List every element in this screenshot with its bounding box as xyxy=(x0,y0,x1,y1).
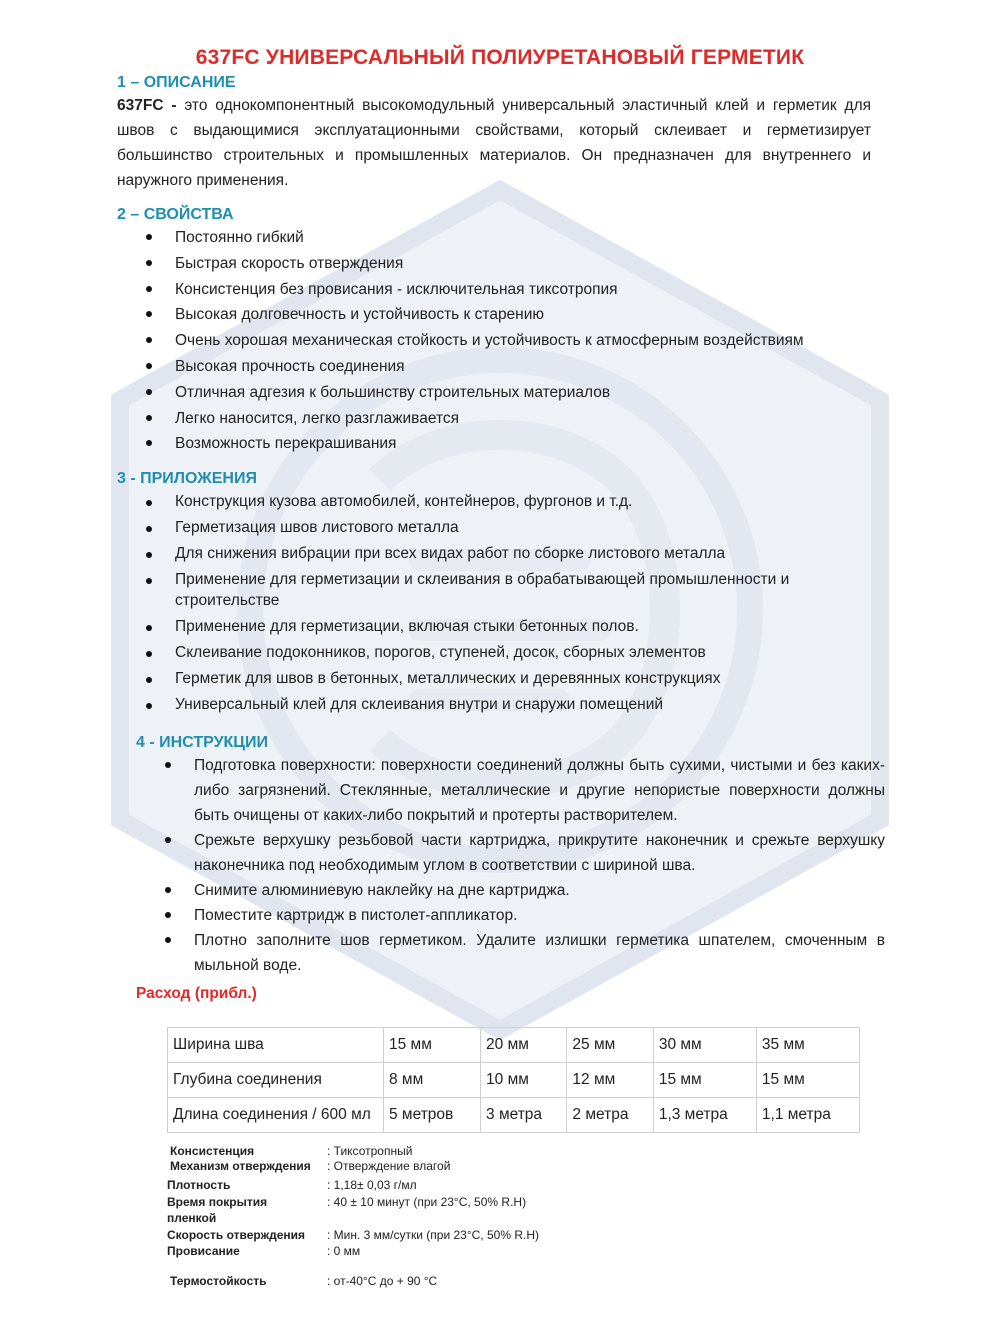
list-item-text: Универсальный клей для склеивания внутри и снаружи помещений xyxy=(175,696,664,713)
product-code: 637FC - xyxy=(117,97,177,114)
list-item xyxy=(175,354,895,380)
table-row xyxy=(168,1028,860,1063)
list-item xyxy=(194,878,885,903)
list-item xyxy=(194,753,885,828)
list-item-text: Отличная адгезия к большинству строительных материалов xyxy=(175,383,611,401)
applications-list xyxy=(175,491,855,720)
spec-value: : Отверждение влагой xyxy=(327,1159,451,1173)
bullet-icon xyxy=(146,311,152,317)
table-cell: 12 мм xyxy=(567,1063,653,1098)
list-item-text: Подготовка поверхности: поверхности соединений должны быть сухими, чистыми и без каких-либо загрязнений. Стеклянные, металлические и другие непористые поверхности должны быть очищены от каких-либо покрытий и протерты растворителем. xyxy=(194,757,885,824)
list-item-text: Применение для герметизации и склеивания в обрабатывающей промышленности и строительстве xyxy=(175,571,790,609)
bullet-icon xyxy=(165,837,171,843)
properties-list xyxy=(175,225,895,457)
bullet-icon xyxy=(146,363,152,369)
list-item-text: Снимите алюминиевую наклейку на дне картриджа. xyxy=(194,882,570,899)
spec-value: : от-40°C до + 90 °C xyxy=(327,1274,438,1288)
list-item-text: Герметик для швов в бетонных, металлических и деревянных конструкциях xyxy=(175,670,721,687)
bullet-icon xyxy=(146,552,152,558)
bullet-icon xyxy=(165,937,171,943)
list-item-text: Применение для герметизации, включая стыки бетонных полов. xyxy=(175,618,639,635)
spec-key: Механизм отверждения xyxy=(170,1159,311,1173)
bullet-icon xyxy=(146,337,152,343)
bullet-icon xyxy=(146,578,152,584)
table-cell: 15 мм xyxy=(653,1063,756,1098)
list-item-text: Легко наносится, легко разглаживается xyxy=(175,409,460,427)
list-item xyxy=(175,491,855,512)
table-cell: 15 мм xyxy=(384,1028,481,1063)
list-item-text: Высокая долговечность и устойчивость к старению xyxy=(175,306,545,324)
list-item xyxy=(175,616,855,637)
spec-key: Время покрытия пленкой xyxy=(167,1195,268,1225)
list-item xyxy=(175,328,895,354)
list-item xyxy=(175,302,895,328)
list-item-text: Консистенция без провисания - исключительная тиксотропия xyxy=(175,280,618,298)
table-cell-label: Глубина соединения xyxy=(168,1063,384,1098)
list-item xyxy=(194,903,885,928)
bullet-icon xyxy=(146,500,152,506)
table-cell: 20 мм xyxy=(481,1028,567,1063)
bullet-icon xyxy=(146,651,152,657)
spec-key: Провисание xyxy=(167,1244,240,1258)
spec-key: Плотность xyxy=(167,1178,231,1192)
list-item-text: Для снижения вибрации при всех видах работ по сборке листового металла xyxy=(175,545,726,562)
section-heading-instructions: 4 - ИНСТРУКЦИИ xyxy=(136,734,268,751)
table-cell: 1,1 метра xyxy=(756,1098,859,1133)
spec-value: : 40 ± 10 минут (при 23°C, 50% R.H) xyxy=(327,1195,527,1209)
list-item xyxy=(175,668,855,689)
section-heading-description: 1 – ОПИСАНИЕ xyxy=(117,74,236,91)
spec-value: : Тиксотропный xyxy=(327,1144,413,1158)
list-item xyxy=(175,543,855,564)
spec-value: : 0 мм xyxy=(327,1244,361,1258)
list-item xyxy=(175,569,855,611)
table-cell: 2 метра xyxy=(567,1098,653,1133)
spec-value: : 1,18± 0,03 г/мл xyxy=(327,1178,417,1192)
table-cell: 15 мм xyxy=(756,1063,859,1098)
bullet-icon xyxy=(165,762,171,768)
table-cell: 1,3 метра xyxy=(653,1098,756,1133)
bullet-icon xyxy=(146,260,152,266)
bullet-icon xyxy=(146,625,152,631)
list-item xyxy=(175,251,895,277)
page-title: 637FC УНИВЕРСАЛЬНЫЙ ПОЛИУРЕТАНОВЫЙ ГЕРМЕТИК xyxy=(195,46,805,69)
table-cell: 8 мм xyxy=(384,1063,481,1098)
spec-key: Термостойкость xyxy=(170,1274,267,1288)
table-cell: 25 мм xyxy=(567,1028,653,1063)
table-cell-label: Ширина шва xyxy=(168,1028,384,1063)
description-paragraph xyxy=(117,93,871,193)
table-cell: 5 метров xyxy=(384,1098,481,1133)
list-item xyxy=(175,694,855,715)
bullet-icon xyxy=(146,526,152,532)
list-item xyxy=(175,517,855,538)
list-item-text: Быстрая скорость отверждения xyxy=(175,254,404,272)
list-item xyxy=(194,828,885,878)
list-item-text: Возможность перекрашивания xyxy=(175,435,397,453)
list-item-text: Склеивание подоконников, порогов, ступеней, досок, сборных элементов xyxy=(175,644,706,661)
bullet-icon xyxy=(146,703,152,709)
table-cell: 3 метра xyxy=(481,1098,567,1133)
instructions-list xyxy=(194,753,885,978)
list-item xyxy=(175,431,895,457)
bullet-icon xyxy=(146,286,152,292)
list-item-text: Постоянно гибкий xyxy=(175,229,304,246)
table-cell: 35 мм xyxy=(756,1028,859,1063)
table-row xyxy=(168,1098,860,1133)
list-item-text: Поместите картридж в пистолет-аппликатор. xyxy=(194,907,518,924)
bullet-icon xyxy=(146,389,152,395)
table-cell: 30 мм xyxy=(653,1028,756,1063)
table-row xyxy=(168,1063,860,1098)
list-item-text: Срежьте верхушку резьбовой части картриджа, прикрутите наконечник и срежьте верхушку наконечника под необходимым углом в соответствии с шириной шва. xyxy=(194,832,885,874)
bullet-icon xyxy=(146,415,152,421)
list-item xyxy=(194,928,885,978)
table-cell: 10 мм xyxy=(481,1063,567,1098)
consumption-table xyxy=(167,1027,860,1133)
spec-key: Консистенция xyxy=(170,1144,255,1158)
description-text: это однокомпонентный высокомодульный универсальный эластичный клей и герметик для швов с выдающимися эксплуатационными свойствами, который склеивает и герметизирует большинство строительных и промышленных материалов. Он предназначен для внутреннего и наружного применения. xyxy=(117,97,872,189)
section-heading-applications: 3 - ПРИЛОЖЕНИЯ xyxy=(117,470,257,487)
spec-key: Скорость отверждения xyxy=(167,1228,306,1242)
spec-value: : Мин. 3 мм/сутки (при 23°C, 50% R.H) xyxy=(327,1228,539,1242)
bullet-icon xyxy=(146,234,152,240)
bullet-icon xyxy=(165,887,171,893)
bullet-icon xyxy=(146,677,152,683)
list-item xyxy=(175,642,855,663)
section-heading-properties: 2 – СВОЙСТВА xyxy=(117,206,234,223)
list-item-text: Высокая прочность соединения xyxy=(175,357,405,375)
list-item-text: Конструкция кузова автомобилей, контейнеров, фургонов и т.д. xyxy=(175,493,633,510)
list-item xyxy=(175,225,895,251)
list-item-text: Плотно заполните шов герметиком. Удалите излишки герметика шпателем, смоченным в мыльной воде. xyxy=(194,932,885,974)
consumption-heading: Расход (прибл.) xyxy=(136,985,257,1002)
table-cell-label: Длина соединения / 600 мл xyxy=(168,1098,384,1133)
list-item xyxy=(175,380,895,406)
bullet-icon xyxy=(146,440,152,446)
list-item-text: Герметизация швов листового металла xyxy=(175,519,459,536)
list-item xyxy=(175,277,895,303)
list-item xyxy=(175,406,895,432)
bullet-icon xyxy=(165,912,171,918)
list-item-text: Очень хорошая механическая стойкость и устойчивость к атмосферным воздействиям xyxy=(175,332,804,350)
